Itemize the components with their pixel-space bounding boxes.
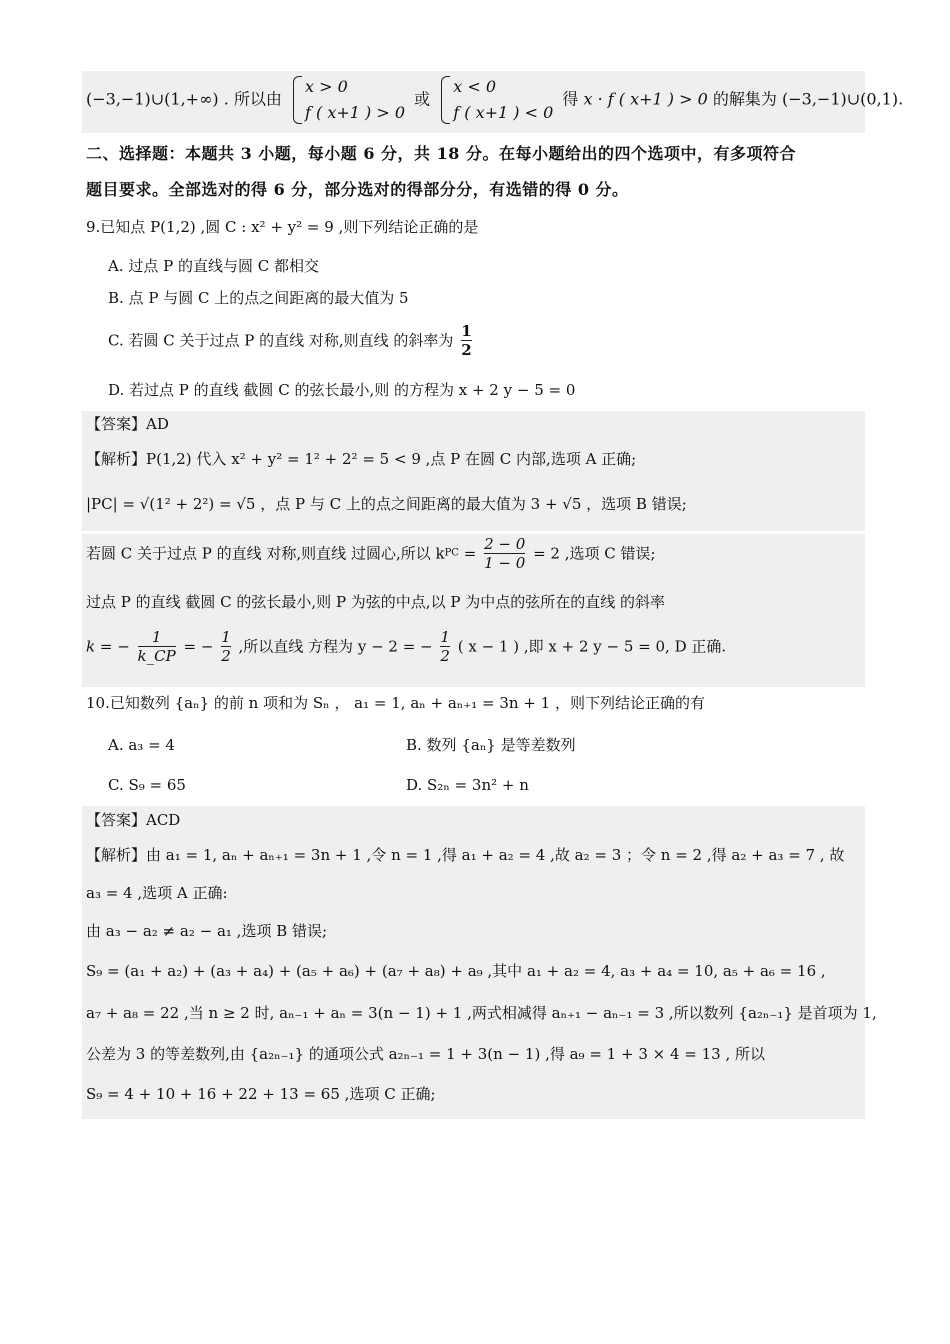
q10-option-d: D. S₂ₙ = 3n² + n [406, 776, 529, 794]
q10-answer: 【答案】ACD [86, 811, 181, 829]
q10-explanation-7: S₉ = 4 + 10 + 16 + 22 + 13 = 65 ,选项 C 正确; [86, 1085, 436, 1103]
solution-text: 的解集为 [712, 89, 777, 109]
q10-explanation-3: 由 a₃ − a₂ ≠ a₂ − a₁ ,选项 B 错误; [86, 922, 328, 940]
q10-option-a: A. a₃ = 4 [108, 736, 175, 754]
q10-explanation-1: 【解析】由 a₁ = 1, aₙ + aₙ₊₁ = 3n + 1 ,令 n = 1 ,得 a₁ + a₂ = 4 ,故 a₂ = 3 ；令 n = 2 ,得 a₂ + a₃ = 7 , 故 [86, 846, 845, 864]
q10-explanation-4: S₉ = (a₁ + a₂) + (a₃ + a₄) + (a₅ + a₆) + (a₇ + a₈) + a₉ ,其中 a₁ + a₂ = 4, a₃ + a₄ = 10, a₅ + a₆ = 16 , [86, 962, 826, 980]
system-2: x < 0 f ( x+1 ) < 0 [439, 74, 553, 126]
q10-explanation-2: a₃ = 4 ,选项 A 正确: [86, 884, 228, 902]
kpc-fraction: $\frac{2 - 0}{1 - 0}$ [484, 535, 526, 572]
set-a: (−3,−1)∪(1,+∞) [86, 89, 219, 109]
q10-option-b: B. 数列 {aₙ} 是等差数列 [406, 736, 576, 754]
so-from: . 所以由 [223, 89, 282, 109]
top-solution-line [86, 74, 903, 126]
get-word: 得 [562, 89, 579, 109]
q10-explanation-6: 公差为 3 的等差数列,由 {a₂ₙ₋₁} 的通项公式 a₂ₙ₋₁ = 1 + 3(n − 1) ,得 a₉ = 1 + 3 × 4 = 13 , 所以 [86, 1045, 766, 1063]
q9-option-d: D. 若过点 P 的直线 截圆 C 的弦长最小,则 的方程为 x + 2 y − 5 = 0 [108, 381, 576, 399]
or-word: 或 [414, 89, 431, 109]
q10-explanation-5: a₇ + a₈ = 22 ,当 n ≥ 2 时, aₙ₋₁ + aₙ = 3(n − 1) + 1 ,两式相减得 aₙ₊₁ − aₙ₋₁ = 3 ,所以数列 {a₂ₙ₋₁} 是首项为 1, [86, 1004, 877, 1022]
q9-explanation-1: 【解析】P(1,2) 代入 x² + y² = 1² + 2² = 5 < 9 ,点 P 在圆 C 内部,选项 A 正确; [86, 450, 637, 468]
q9-explanation-shade-1 [82, 411, 865, 531]
q9-explanation-2: |PC| = √(1² + 2²) = √5 ，点 P 与 C 上的点之间距离的最大值为 3 + √5 ，选项 B 错误; [86, 495, 687, 513]
section-heading-line-1: 二、选择题：本题共 3 小题，每小题 6 分，共 18 分。在每小题给出的四个选项中，有多项符合 [86, 144, 796, 163]
q9-stem: 9.已知点 P(1,2) ,圆 C : x² + y² = 9 ,则下列结论正确的是 [86, 218, 479, 236]
q9-answer: 【答案】AD [86, 415, 169, 433]
q9-option-c-fraction: $\frac{1}{2}$ [461, 322, 472, 359]
inequality: x · f ( x+1 ) > 0 [583, 89, 708, 109]
q9-option-c: C. 若圆 C 关于过点 P 的直线 对称,则直线 的斜率为 $\frac{1}{2}$ [108, 322, 472, 359]
q9-explanation-5: k = − $\frac{1}{k\_CP}$ = − $\frac{1}{2}$ ,所以直线 方程为 y − 2 = − $\frac{1}{2}$ ( x − 1 ) ,即 x + 2 y − 5 = 0, D 正确. [86, 628, 727, 665]
q9-explanation-4: 过点 P 的直线 截圆 C 的弦长最小,则 P 为弦的中点,以 P 为中点的弦所在的直线 的斜率 [86, 593, 665, 611]
section-heading-line-2: 题目要求。全部选对的得 6 分，部分选对的得部分分，有选错的得 0 分。 [86, 180, 629, 199]
solution-set: (−3,−1)∪(0,1). [782, 89, 904, 109]
q10-option-c: C. S₉ = 65 [108, 776, 186, 794]
q10-stem: 10.已知数列 {aₙ} 的前 n 项和为 Sₙ ， a₁ = 1, aₙ + aₙ₊₁ = 3n + 1 ，则下列结论正确的有 [86, 694, 705, 712]
q9-option-a: A. 过点 P 的直线与圆 C 都相交 [108, 257, 320, 275]
system-1: x > 0 f ( x+1 ) > 0 [291, 74, 405, 126]
q9-option-b: B. 点 P 与圆 C 上的点之间距离的最大值为 5 [108, 289, 409, 307]
q9-explanation-3: 若圆 C 关于过点 P 的直线 对称,则直线 过圆心,所以 kPC = $\frac{2 - 0}{1 - 0}$ = 2 ,选项 C 错误; [86, 535, 656, 572]
